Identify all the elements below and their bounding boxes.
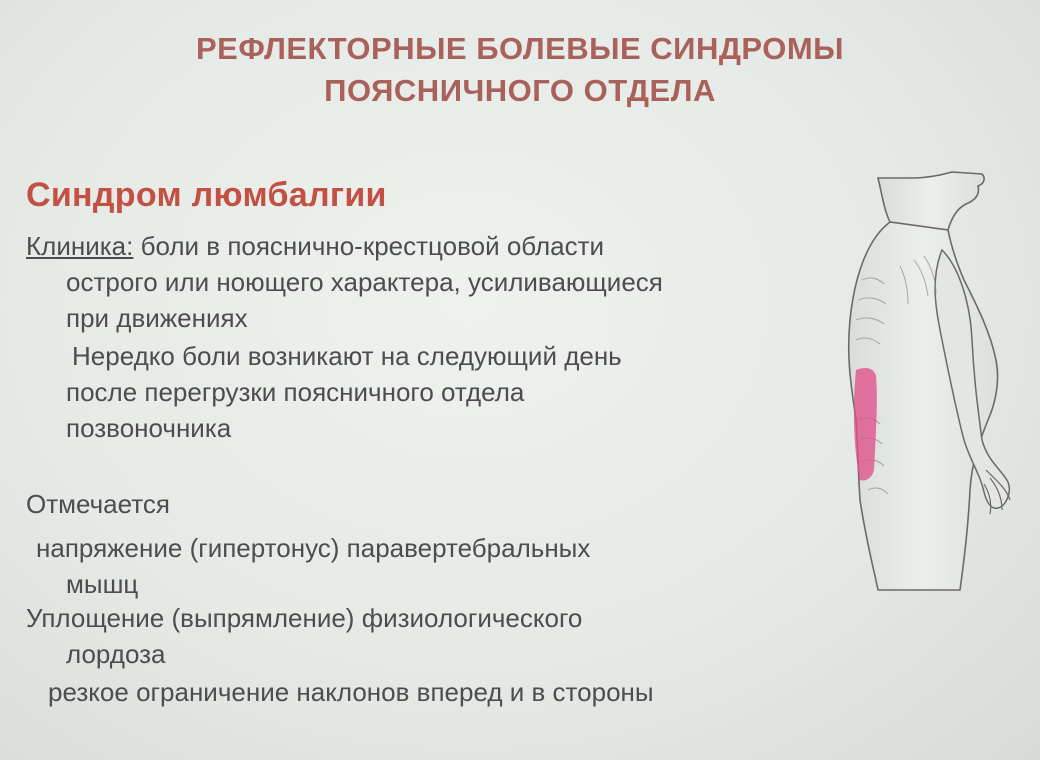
clinic-text-3: при движениях <box>66 303 248 333</box>
observed-item-1-line-2: мышц <box>66 569 139 599</box>
title-line-1: РЕФЛЕКТОРНЫЕ БОЛЕВЫЕ СИНДРОМЫ <box>195 31 844 66</box>
clinic-text-1: боли в пояснично-крестцовой области <box>133 231 605 261</box>
lumbar-pain-zone <box>854 368 877 481</box>
observed-item-2-line-2: лордоза <box>66 639 166 669</box>
clinic-text-2: острого или ноющего характера, усиливающиеся <box>66 267 663 297</box>
observed-label: Отмечается <box>26 489 170 519</box>
observed-item-1-line-1: напряжение (гипертонус) паравертебральных <box>36 533 591 563</box>
section-heading: Синдром люмбалгии <box>26 176 387 214</box>
clinic-label: Клиника: <box>26 231 134 261</box>
observed-item-3 <box>26 674 654 710</box>
observed-item-1 <box>26 530 590 602</box>
note-paragraph <box>26 338 622 446</box>
note-text-3: позвоночника <box>66 413 232 443</box>
note-text-2: после перегрузки поясничного отдела <box>66 377 525 407</box>
clinic-paragraph <box>26 228 663 336</box>
slide-title <box>60 28 980 112</box>
observed-item-3-line-1: резкое ограничение наклонов вперед и в стороны <box>48 677 654 707</box>
observed-item-2-line-1: Уплощение (выпрямление) физиологического <box>26 603 583 633</box>
human-figure-illustration <box>830 170 1030 600</box>
observed-item-2 <box>26 600 582 672</box>
note-text-1: Нередко боли возникают на следующий день <box>72 341 622 371</box>
clinic-first-line <box>26 228 663 264</box>
title-line-2: ПОЯСНИЧНОГО ОТДЕЛА <box>324 73 716 108</box>
